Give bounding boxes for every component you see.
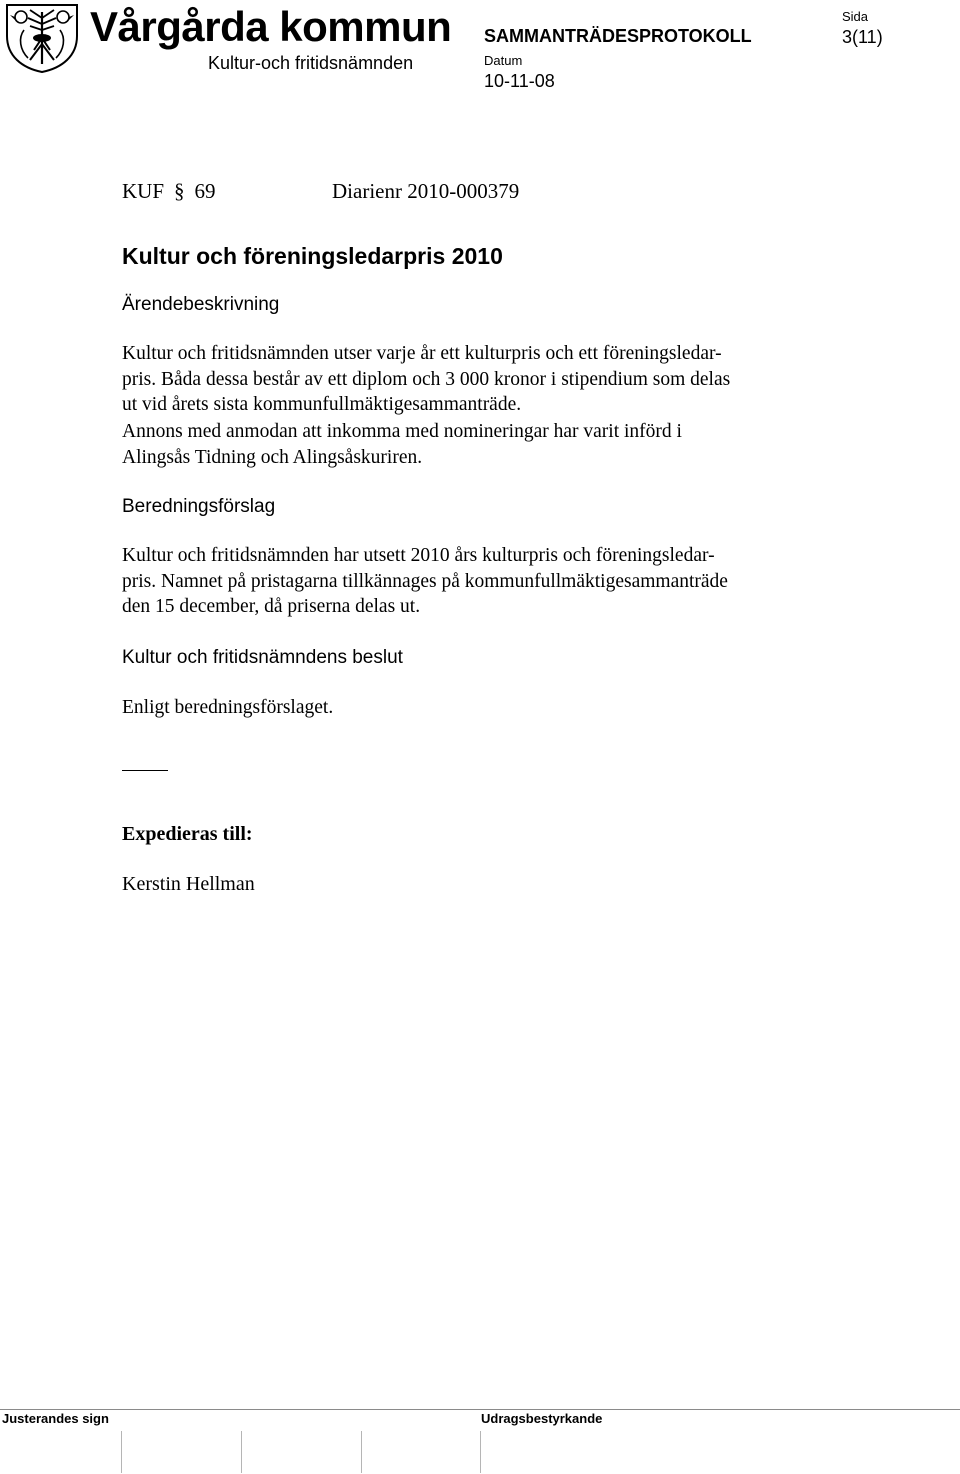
beredning-paragraph — [122, 543, 842, 620]
municipal-coat-of-arms-icon — [4, 2, 80, 74]
committee-name: Kultur-och fritidsnämnden — [208, 53, 414, 73]
section-label: KUF — [122, 179, 165, 203]
date-label: Datum — [484, 53, 523, 68]
utdragsbestyrkande-label: Udragsbestyrkande — [481, 1411, 603, 1426]
text-line: den 15 december, då priserna delas ut. — [122, 596, 421, 617]
arende-paragraph — [122, 341, 842, 418]
footer-rule — [0, 1409, 960, 1410]
signature-box-divider — [480, 1431, 481, 1473]
text-line: Annons med anmodan att inkomma med nomineringar har varit införd i — [122, 421, 682, 442]
beslut-text: Enligt beredningsförslaget. — [122, 697, 334, 718]
annons-paragraph — [122, 419, 842, 470]
text-line: Kultur och fritidsnämnden utser varje år ett kulturpris och ett föreningsledar- — [122, 343, 722, 364]
justerandes-sign-label: Justerandes sign — [2, 1411, 109, 1426]
case-title: Kultur och föreningsledarpris 2010 — [122, 243, 503, 269]
case-number: 69 — [194, 179, 216, 203]
text-line: ut vid årets sista kommunfullmäktigesammanträde. — [122, 394, 522, 415]
page-number: 3(11) — [842, 27, 883, 47]
separator-rule — [122, 770, 168, 771]
text-line: pris. Båda dessa består av ett diplom och 3 000 kronor i stipendium som delas — [122, 368, 731, 390]
heading-beredningsforslag: Beredningsförslag — [122, 496, 276, 517]
organization-name: Vårgårda kommun — [90, 3, 452, 50]
signature-box-divider — [361, 1431, 362, 1473]
text-line: pris. Namnet på pristagarna tillkännages på kommunfullmäktigesammanträde — [122, 570, 728, 592]
text-line: Kultur och fritidsnämnden har utsett 2010 års kulturpris och föreningsledar- — [122, 545, 715, 566]
heading-beslut: Kultur och fritidsnämndens beslut — [122, 647, 403, 668]
diarie-number: Diarienr 2010-000379 — [332, 179, 520, 203]
document-type: SAMMANTRÄDESPROTOKOLL — [484, 26, 752, 46]
case-reference — [122, 181, 216, 202]
recipient-name: Kerstin Hellman — [122, 873, 255, 895]
paragraph-sign: § — [174, 179, 185, 203]
heading-expedieras: Expedieras till: — [122, 823, 253, 845]
text-line: Alingsås Tidning och Alingsåskuriren. — [122, 446, 423, 468]
page-label: Sida — [842, 9, 869, 24]
signature-box-divider — [121, 1431, 122, 1473]
heading-arendebeskrivning: Ärendebeskrivning — [122, 294, 280, 315]
signature-box-divider — [241, 1431, 242, 1473]
date-value: 10-11-08 — [484, 71, 555, 91]
